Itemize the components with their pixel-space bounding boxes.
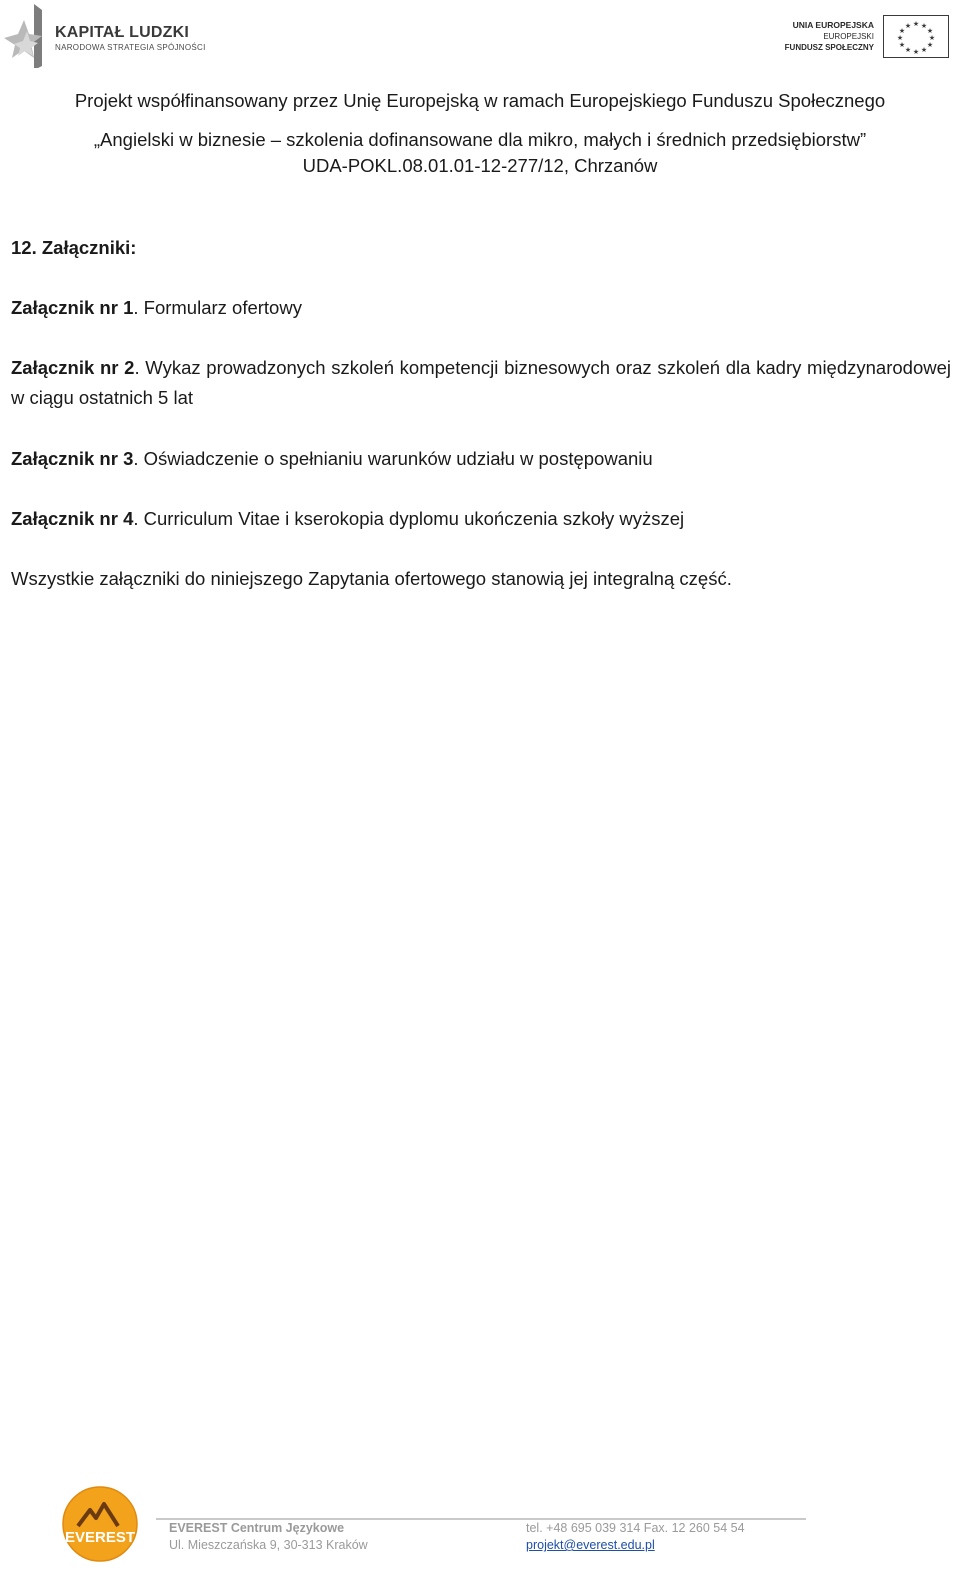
svg-text:★: ★ <box>920 22 928 30</box>
svg-text:★: ★ <box>912 48 920 56</box>
footer-address: Ul. Mieszczańska 9, 30-313 Kraków <box>169 1538 368 1552</box>
closing-sentence: Wszystkie załączniki do niniejszego Zapytania ofertowego stanowią jej integralną część. <box>11 568 732 589</box>
footer-phone: tel. +48 695 039 314 Fax. 12 260 54 54 <box>526 1521 745 1535</box>
everest-logo <box>62 1486 138 1562</box>
footer-company: EVEREST Centrum Językowe <box>169 1521 345 1535</box>
svg-text:★: ★ <box>920 46 928 54</box>
attachment-1-label: Załącznik nr 1 <box>11 297 134 318</box>
attachment-1-text: . Formularz ofertowy <box>133 297 302 318</box>
attachment-1 <box>11 293 951 323</box>
section-heading-text: 12. Załączniki: <box>11 237 137 258</box>
svg-text:★: ★ <box>898 41 906 49</box>
eu-line-3: FUNDUSZ SPOŁECZNY <box>784 43 874 52</box>
header-line-1: Projekt współfinansowany przez Unię Europejską w ramach Europejskiego Funduszu Społecznego <box>74 90 886 111</box>
attachment-3-text: . Oświadczenie o spełnianiu warunków udziału w postępowaniu <box>133 448 653 469</box>
kapital-ludzki-subtitle: NARODOWA STRATEGIA SPÓJNOŚCI <box>55 43 206 52</box>
footer-divider <box>156 1518 806 1520</box>
svg-text:★: ★ <box>926 27 934 35</box>
attachment-2-label: Załącznik nr 2 <box>11 357 135 378</box>
svg-text:★: ★ <box>904 22 912 30</box>
eu-line-1: UNIA EUROPEJSKA <box>792 20 874 30</box>
section-heading <box>11 233 951 263</box>
attachment-4-label: Załącznik nr 4 <box>11 508 134 529</box>
attachment-4-text: . Curriculum Vitae i kserokopia dyplomu ukończenia szkoły wyższej <box>133 508 685 529</box>
eu-logo-text <box>785 20 874 53</box>
svg-text:★: ★ <box>912 20 920 28</box>
attachment-3-label: Załącznik nr 3 <box>11 448 134 469</box>
kapital-ludzki-title: KAPITAŁ LUDZKI <box>55 24 190 41</box>
svg-text:★: ★ <box>928 34 936 42</box>
svg-text:★: ★ <box>904 46 912 54</box>
attachment-2-text: . Wykaz prowadzonych szkoleń kompetencji biznesowych oraz szkoleń dla kadry międzynarodowej w ciągu ostatnich 5 lat <box>11 357 951 408</box>
header-line-3: UDA-POKL.08.01.01-12-277/12, Chrzanów <box>302 155 658 176</box>
kapital-ludzki-star-icon <box>4 4 44 68</box>
attachment-2 <box>11 353 951 413</box>
attachment-4 <box>11 504 951 534</box>
svg-text:★: ★ <box>896 34 904 42</box>
header-line-2: „Angielski w biznesie – szkolenia dofinansowane dla mikro, małych i średnich przedsiębiorstw” <box>93 129 867 150</box>
eu-flag-icon <box>883 15 949 58</box>
eu-line-2: EUROPEJSKI <box>823 32 874 41</box>
svg-text:★: ★ <box>898 27 906 35</box>
everest-logo-text: EVEREST <box>64 1529 136 1546</box>
svg-text:★: ★ <box>926 41 934 49</box>
attachment-3 <box>11 444 951 474</box>
footer-email-link[interactable]: projekt@everest.edu.pl <box>526 1538 655 1552</box>
